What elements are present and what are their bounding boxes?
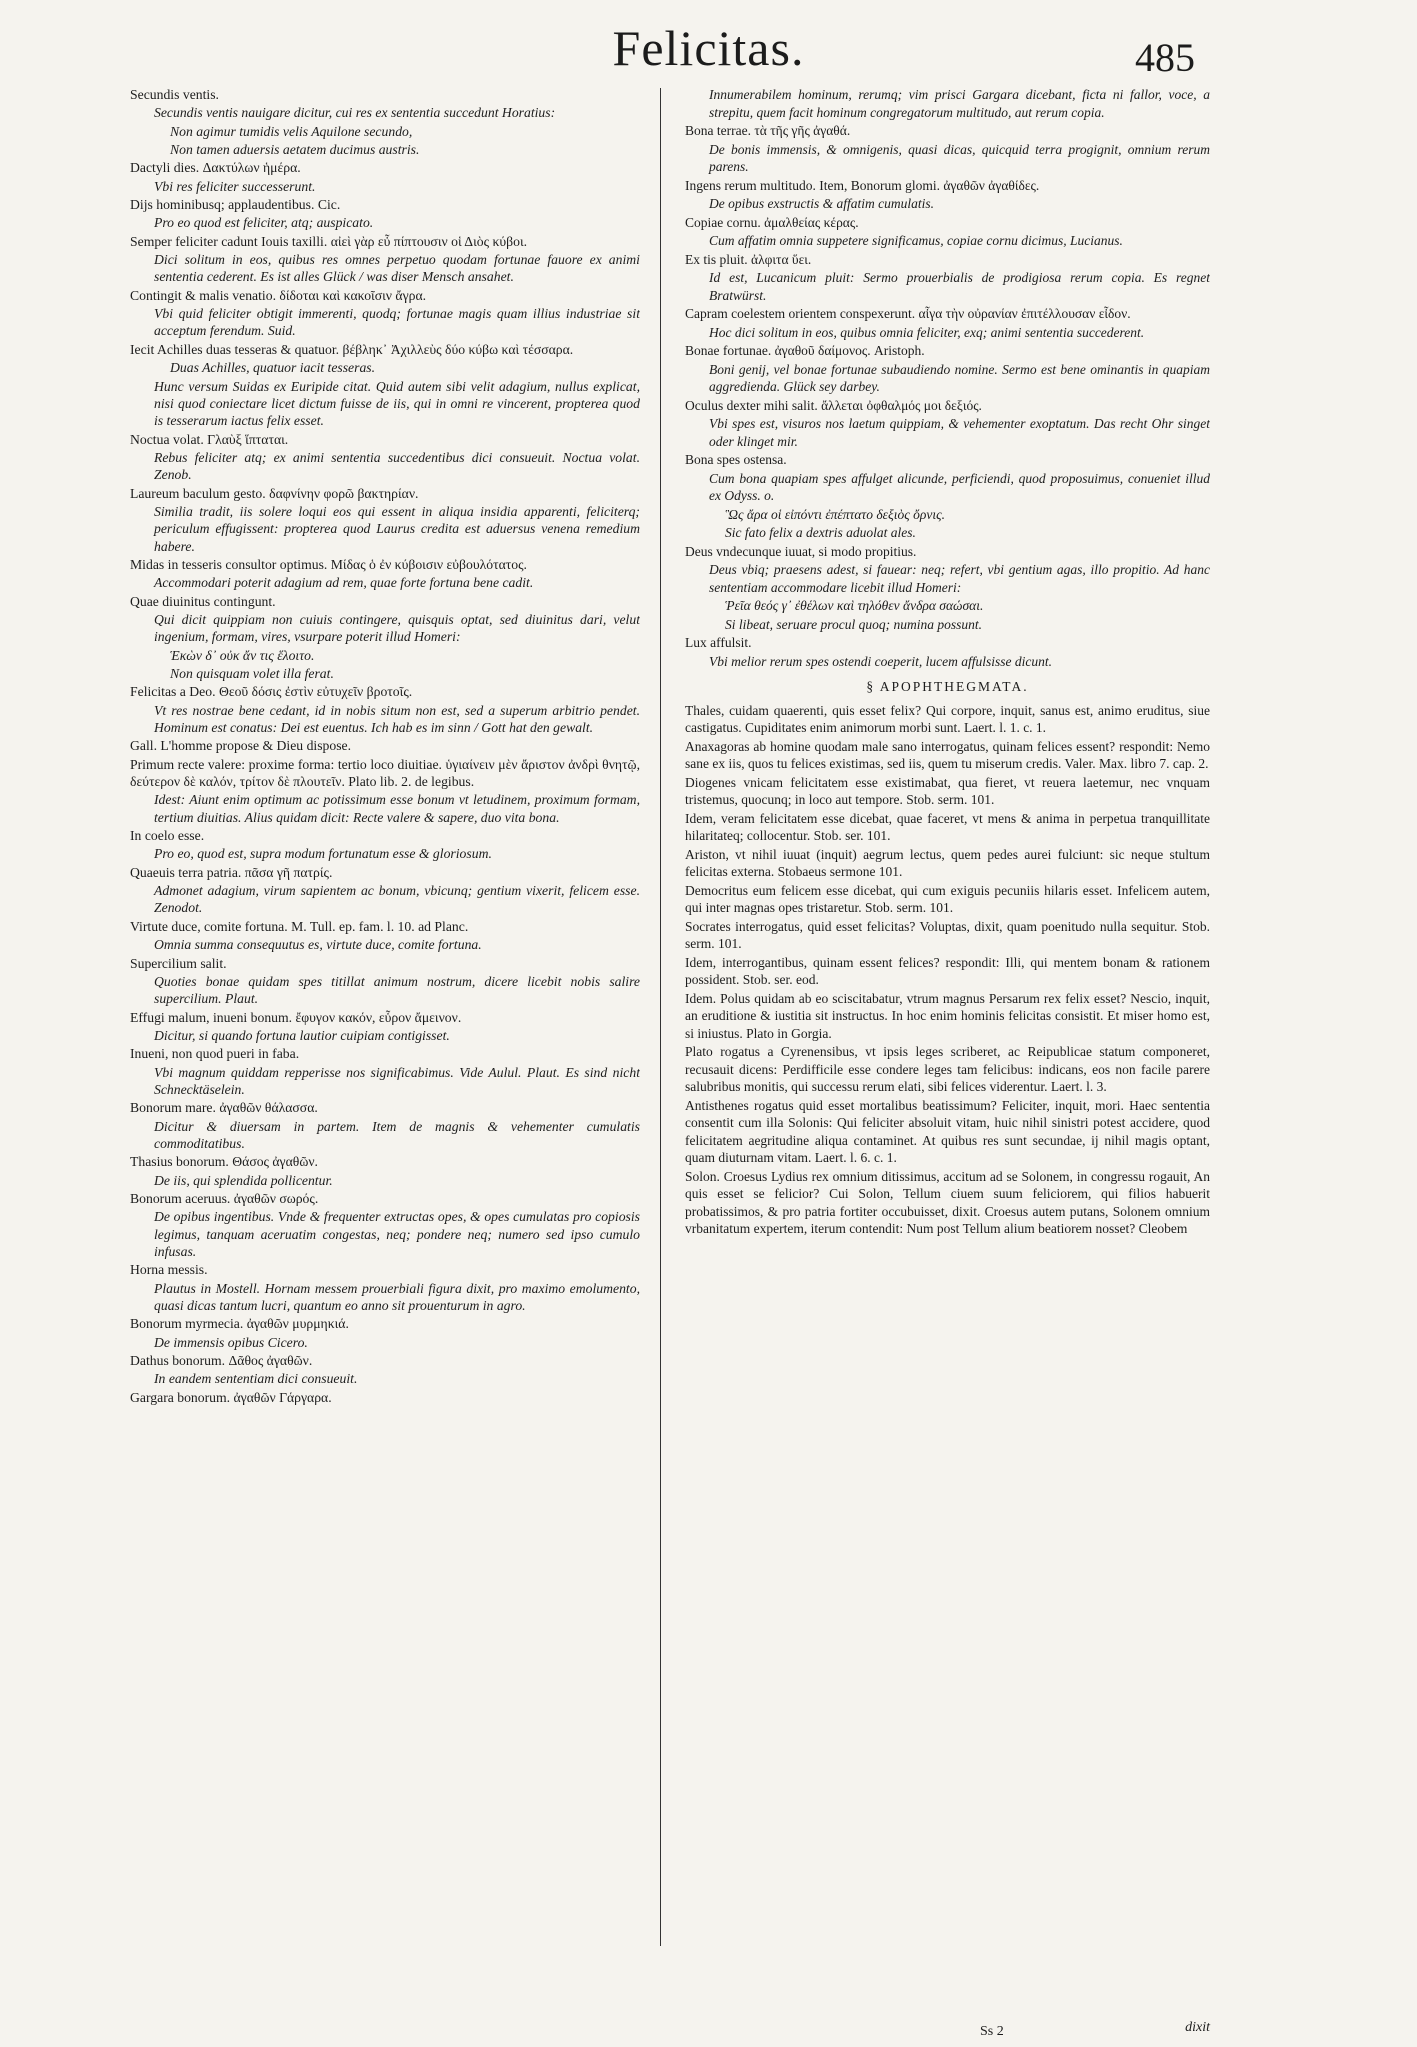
commentary-text: Cum affatim omnia suppetere significamus, copiae cornu dicimus, Lucianus. bbox=[709, 233, 1123, 248]
proverb-entry: Anaxagoras ab homine quodam male sano interrogatus, quinam felices essent? respondit: Nemo sane ex iis, quos tu felices existimas, sed iis, quem tu miserum credis. Valer. Max. libro 7. cap. 2. bbox=[685, 738, 1210, 771]
section-heading: § ΑΡΟΡΗΤΗΕGΜΑΤΑ. bbox=[866, 679, 1029, 694]
proverb-entry: Oculus dexter mihi salit. ἄλλεται ὀφθαλμός μοι δεξιός. bbox=[685, 397, 982, 413]
commentary-text: Vbi spes est, visuros nos laetum quippiam, & vehementer exoptatum. Das recht Ohr singet oder klinget mir. bbox=[709, 416, 1210, 449]
proverb-entry: Antisthenes rogatus quid esset mortalibus beatissimum? Feliciter, inquit, mori. Haec sententia consentit cum illa Solonis: Qui feliciter absoluit vitam, huic nihil sinistri potest accidere, quod felicitatem aegritudine aliqua contaminet. At quibus res sunt secundae, ij nihil magis optant, quam diuturnam vitam. Laert. l. 6. c. 1. bbox=[685, 1097, 1210, 1165]
commentary-text: Dicitur, si quando fortuna lautior cuipiam contigisset. bbox=[154, 1027, 450, 1043]
proverb-entry: Noctua volat. Γλαὺξ ἵπταται. bbox=[130, 431, 289, 447]
commentary-text: Dici solitum in eos, quibus res omnes perpetuo quodam fortunae fauore ex animi sententia cederent. Es ist alles Glück / was diser Mensch ansahet. bbox=[154, 252, 640, 285]
commentary-text: Innumerabilem hominum, rerumq; vim prisci Gargara dicebant, ficta ni fallor, voce, a strepitu, quem facit hominum congregatorum multitudo, aut rerum copia. bbox=[709, 87, 1210, 120]
commentary-text: Id est, Lucanicum pluit: Sermo prouerbialis de prodigiosa rerum copia. Es regnet Bratwürst. bbox=[709, 270, 1210, 303]
proverb-entry: Midas in tesseris consultor optimus. Μίδας ὁ ἐν κύβοισιν εὐβουλότατος. bbox=[130, 556, 527, 572]
commentary-text: Hoc dici solitum in eos, quibus omnia feliciter, exq; animi sententia succederent. bbox=[709, 324, 1145, 340]
proverb-entry: Gargara bonorum. ἀγαθῶν Γάργαρα. bbox=[130, 1389, 332, 1405]
proverb-entry: Virtute duce, comite fortuna. M. Tull. ep. fam. l. 10. ad Planc. bbox=[130, 918, 469, 934]
proverb-entry: Semper feliciter cadunt Iouis taxilli. αἰεὶ γὰρ εὖ πίπτουσιν οἱ Διὸς κύβοι. bbox=[130, 233, 528, 249]
commentary-text: Vt res nostrae bene cedant, id in nobis situm non est, sed a superum arbitrio pendet. Hominum est conatus: Dei est euentus. Ich hab es im sinn / Gott hat den gewalt. bbox=[154, 702, 640, 736]
commentary-text: Omnia summa consequutus es, virtute duce, comite fortuna. bbox=[154, 937, 482, 953]
proverb-entry: Ex tis pluit. ἀλφιτα ὕει. bbox=[685, 251, 812, 267]
proverb-entry: Iecit Achilles duas tesseras & quatuor. βέβληκ᾽ Ἀχιλλεὺς δύο κύβω καὶ τέσσαρα. bbox=[130, 341, 574, 357]
proverb-entry: Dathus bonorum. Δᾶθος ἀγαθῶν. bbox=[130, 1353, 313, 1369]
proverb-entry: Bonae fortunae. ἀγαθοῦ δαίμονος. Aristoph. bbox=[685, 343, 925, 358]
verse-quotation: Ῥεῖα θεός γ᾽ ἐθέλων καὶ τηλόθεν ἄνδρα σαώσαι. bbox=[725, 598, 984, 613]
proverb-entry: Thasius bonorum. Θάσος ἀγαθῶν. bbox=[130, 1154, 318, 1170]
page-footer bbox=[685, 2022, 1210, 2046]
proverb-entry: Democritus eum felicem esse dicebat, qui cum exiguis pecuniis hilaris esset. Infelicem autem, qui inter magnas opes tristaretur. Stob. serm. 101. bbox=[685, 882, 1210, 915]
commentary-text: De immensis opibus Cicero. bbox=[154, 1334, 308, 1350]
commentary-text: De iis, qui splendida pollicentur. bbox=[154, 1172, 333, 1188]
proverb-entry: Dactyli dies. Δακτύλων ἡμέρα. bbox=[130, 160, 301, 176]
proverb-entry: Idem, interrogantibus, quinam essent felices? respondit: Illi, qui mentem bonam & rationem possident. Stob. ser. eod. bbox=[685, 954, 1210, 987]
commentary-text: Qui dicit quippiam non cuiuis contingere, quisquis optat, sed diuinitus dari, velut ingenium, formam, vires, vsurpare poterit illud Homeri: bbox=[154, 611, 640, 645]
proverb-entry: Contingit & malis venatio. δίδοται καὶ κακοῖσιν ἄγρα. bbox=[130, 287, 427, 303]
commentary-text: Vbi res feliciter successerunt. bbox=[154, 178, 316, 194]
verse-quotation: Ὣς ἄρα οἱ εἰπόντι ἐπέπτατο δεξιὸς ὄρνις. bbox=[725, 506, 945, 522]
proverb-entry: Effugi malum, inueni bonum. ἔφυγον κακόν, εὗρον ἄμεινον. bbox=[130, 1009, 462, 1025]
catchword: dixit bbox=[1185, 2020, 1210, 2035]
proverb-entry: Bona terrae. τὰ τῆς γῆς ἀγαθά. bbox=[685, 123, 851, 138]
verse-quotation: Duas Achilles, quatuor iacit tesseras. bbox=[170, 360, 376, 376]
proverb-entry: Secundis ventis. bbox=[130, 87, 219, 102]
commentary-text: Similia tradit, iis solere loqui eos qui essent in aliqua insidia apparenti, feliciterq; periculum effugissent: propterea quod Laurus credita est aduersus venena remedium habere. bbox=[154, 503, 640, 554]
verse-quotation: Non agimur tumidis velis Aquilone secundo, bbox=[170, 123, 413, 139]
verse-quotation: Ἑκὼν δ᾽ οὐκ ἄν τις ἕλοιτο. bbox=[170, 647, 315, 663]
proverb-entry: Ingens rerum multitudo. Item, Bonorum glomi. ἀγαθῶν ἀγαθίδες. bbox=[685, 177, 1040, 193]
proverb-entry: Primum recte valere: proxime forma: tertio loco diuitiae. ὑγιαίνειν μὲν ἄριστον ἀνδρὶ θνητῷ, δεύτερον δὲ καλόν, τρίτον δὲ πλουτεῖν. Plato lib. 2. de legibus. bbox=[130, 756, 640, 790]
commentary-text: Cum bona quapiam spes affulget alicunde, perficiendi, quod proposuimus, conueniet illud ex Odyss. o. bbox=[709, 470, 1210, 503]
verse-quotation: Non quisquam volet illa ferat. bbox=[170, 666, 334, 681]
proverb-entry: In coelo esse. bbox=[130, 828, 205, 844]
proverb-entry: Idem, veram felicitatem esse dicebat, quae faceret, vt mens & anima in perpetua tranquillitate hilaritateq; collocentur. Stob. ser. 101. bbox=[685, 810, 1210, 843]
proverb-entry: Plato rogatus a Cyrenensibus, vt ipsis leges scriberet, ac Reipublicae statum componeret, recusauit dicens: Perdifficile esse condere leges tam felicibus: indicans, eos non facile parere salubribus monitis, qui successu rerum elati, sibi felices viderentur. Laert. l. 3. bbox=[685, 1044, 1210, 1094]
commentary-text: De opibus exstructis & affatim cumulatis. bbox=[709, 196, 934, 211]
page-number: 485 bbox=[1135, 35, 1195, 80]
proverb-entry: Ariston, vt nihil iuuat (inquit) aegrum lectus, quem pedes aurei fulciunt: sic neque stultum felicitas externa. Stobaeus sermone 101. bbox=[685, 846, 1210, 879]
verse-quotation: Non tamen aduersis aetatem ducimus austris. bbox=[170, 142, 420, 158]
commentary-text: Dicitur & diuersam in partem. Item de magnis & vehementer cumulatis commoditatibus. bbox=[154, 1118, 640, 1151]
proverb-entry: Copiae cornu. ἀμαλθείας κέρας. bbox=[685, 214, 859, 230]
proverb-entry: Deus vndecunque iuuat, si modo propitius. bbox=[685, 543, 917, 559]
verse-quotation: Sic fato felix a dextris aduolat ales. bbox=[725, 525, 916, 540]
commentary-text: De bonis immensis, & omnigenis, quasi dicas, quicquid terra progignit, omnium rerum parens. bbox=[709, 141, 1210, 174]
proverb-entry: Bona spes ostensa. bbox=[685, 452, 787, 467]
proverb-entry: Dijs hominibusq; applaudentibus. Cic. bbox=[130, 197, 341, 213]
commentary-text: Deus vbiq; praesens adest, si fauear: neq; refert, vbi gentium agas, illo propitio. Ad hanc sententiam accommodare licebit illud Homeri: bbox=[709, 562, 1210, 595]
commentary-text: Quoties bonae quidam spes titillat animum nostrum, dicere licebit nobis salire supercilium. Plaut. bbox=[154, 973, 640, 1007]
commentary-text: Hunc versum Suidas ex Euripide citat. Quid autem sibi velit adagium, nullus explicat, nisi quod coniectare licet dictum fuisse de iis, qui in omni re vincerent, propterea quod is tesserarum iactus felix esset. bbox=[154, 378, 640, 429]
left-column bbox=[130, 86, 640, 2006]
proverb-entry: Solon. Croesus Lydius rex omnium ditissimus, accitum ad se Solonem, in congressu rogauit, An quis esset se felicior? Cui Solon, Tellum ciuem suum feliciorem, qui filios habuerit probatissimos, & pro patria fortiter occubuisset, dixit. Croesus autem putans, Solonem omnium vrbanitatum expertem, iterum contendit: Num post Tellum alium beatiorem nosset? Cleobem bbox=[685, 1168, 1210, 1236]
commentary-text: Vbi melior rerum spes ostendi coeperit, lucem affulsisse dicunt. bbox=[709, 653, 1052, 669]
signature-mark: Ss 2 bbox=[980, 2024, 1004, 2039]
proverb-entry: Supercilium salit. bbox=[130, 955, 227, 971]
page-header bbox=[0, 0, 1417, 90]
proverb-entry: Socrates interrogatus, quid esset felicitas? Voluptas, dixit, quam poenitudo nulla sequitur. Stob. serm. 101. bbox=[685, 918, 1210, 951]
proverb-entry: Horna messis. bbox=[130, 1262, 208, 1278]
commentary-text: Vbi quid feliciter obtigit immerenti, quodq; fortunae magis quam illius industriae sit acceptum ferendum. Suid. bbox=[154, 306, 640, 339]
commentary-text: Rebus feliciter atq; ex animi sententia succedentibus dici consueuit. Noctua volat. Zenob. bbox=[154, 449, 640, 483]
proverb-entry: Bonorum myrmecia. ἀγαθῶν μυρμηκιά. bbox=[130, 1316, 349, 1332]
verse-quotation: Si libeat, seruare procul quoq; numina possunt. bbox=[725, 616, 982, 632]
proverb-entry: Diogenes vnicam felicitatem esse existimabat, qua fieret, vt reuera laetemur, nec vnquam tristemus, quocunq; in loco aut tempore. Stob. serm. 101. bbox=[685, 774, 1210, 807]
proverb-entry: Inueni, non quod pueri in faba. bbox=[130, 1046, 300, 1062]
commentary-text: Secundis ventis nauigare dicitur, cui res ex sententia succedunt Horatius: bbox=[154, 105, 556, 121]
commentary-text: Accommodari poterit adagium ad rem, quae forte fortuna bene cadit. bbox=[154, 575, 534, 591]
running-head: Felicitas. bbox=[612, 20, 805, 76]
right-column bbox=[685, 86, 1210, 1996]
column-divider bbox=[660, 88, 661, 1946]
proverb-entry: Thales, cuidam quaerenti, quis esset felix? Qui corpore, inquit, sanus est, animo eruditus, siue castigatus. Cupiditates enim animorum morbi sunt. Laert. l. 1. c. 1. bbox=[685, 702, 1210, 735]
proverb-entry: Quae diuinitus contingunt. bbox=[130, 593, 276, 609]
proverb-entry: Idem. Polus quidam ab eo sciscitabatur, vtrum magnus Persarum rex felix esset? Nescio, inquit, an eruditione & iustitia sit instructus. In hoc enim hominis felicitas consistit. Et miser homo est, si iniustus. Plato in Gorgia. bbox=[685, 990, 1210, 1041]
proverb-entry: Capram coelestem orientem conspexerunt. αἶγα τὴν οὐρανίαν ἐπιτέλλουσαν εἶδον. bbox=[685, 306, 1131, 321]
commentary-text: Admonet adagium, virum sapientem ac bonum, vbicunq; gentium vixerit, felicem esse. Zenodot. bbox=[154, 883, 640, 916]
commentary-text: Boni genij, vel bonae fortunae subaudiendo nomine. Sermo est bene ominantis in quapiam aggredienda. Glück sey darbey. bbox=[709, 361, 1210, 394]
commentary-text: Pro eo quod est feliciter, atq; auspicato. bbox=[154, 215, 374, 231]
proverb-entry: Felicitas a Deo. Θεοῦ δόσις ἐστὶν εὐτυχεῖν βροτοῖς. bbox=[130, 684, 413, 700]
commentary-text: Idest: Aiunt enim optimum ac potissimum esse bonum vt letudinem, proximum formam, tertium diuitias. Alius quidam dicit: Recte valere & sapere, duo vita bona. bbox=[154, 792, 640, 825]
commentary-text: In eandem sententiam dici consueuit. bbox=[154, 1371, 358, 1387]
commentary-text: Pro eo, quod est, supra modum fortunatum esse & gloriosum. bbox=[154, 846, 492, 862]
commentary-text: Plautus in Mostell. Hornam messem prouerbiali figura dixit, pro maximo emolumento, quasi dicas tantum lucri, quantum eo anno sit prouenturum in agro. bbox=[154, 1280, 640, 1314]
proverb-entry: Gall. L'homme propose & Dieu dispose. bbox=[130, 738, 352, 754]
proverb-entry: Bonorum mare. ἀγαθῶν θάλασσα. bbox=[130, 1100, 318, 1116]
proverb-entry: Quaeuis terra patria. πᾶσα γῆ πατρίς. bbox=[130, 864, 333, 880]
proverb-entry: Bonorum aceruus. ἀγαθῶν σωρός. bbox=[130, 1190, 319, 1206]
commentary-text: Vbi magnum quiddam repperisse nos significabimus. Vide Aulul. Plaut. Es sind nicht Schnecktäselein. bbox=[154, 1064, 640, 1097]
proverb-entry: Laureum baculum gesto. δαφνίνην φορῶ βακτηρίαν. bbox=[130, 485, 419, 501]
proverb-entry: Lux affulsit. bbox=[685, 635, 752, 650]
commentary-text: De opibus ingentibus. Vnde & frequenter extructas opes, & opes cumulatas pro copiosis legimus, tanquam aceruatim congestas, neq; pondere neq; numero sed ipso cumulo infusas. bbox=[154, 1209, 640, 1259]
